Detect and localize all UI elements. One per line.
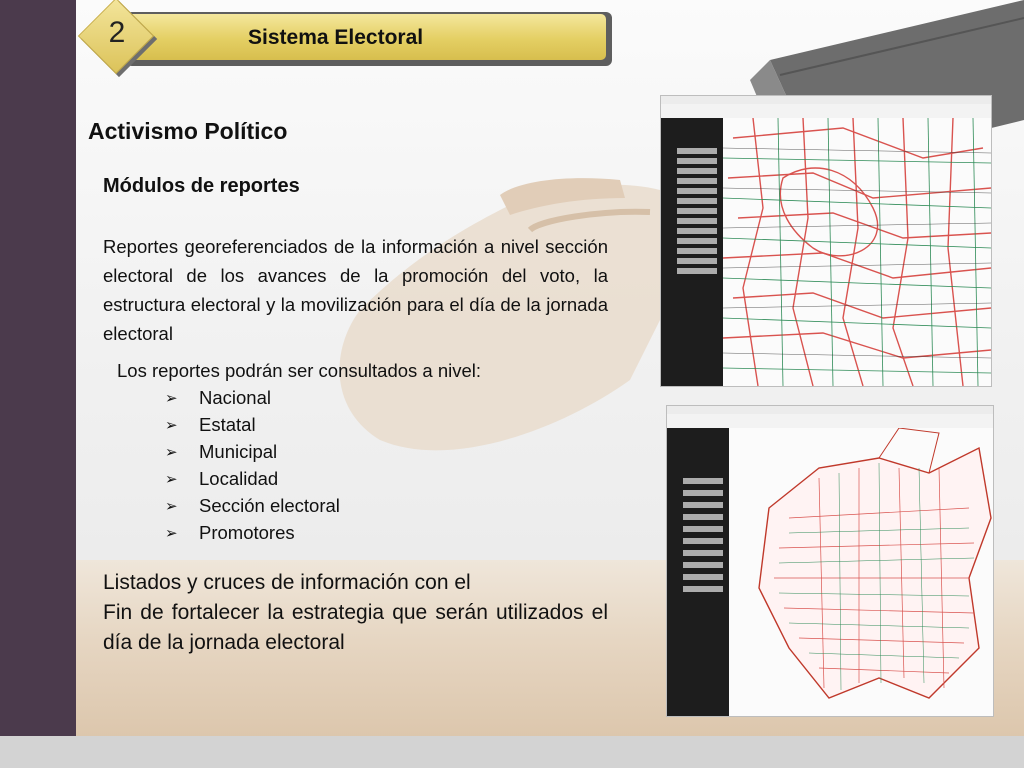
level-label: Localidad	[199, 467, 279, 489]
app-menubar	[661, 96, 991, 104]
map-screenshot-top	[660, 95, 992, 387]
arrow-bullet-icon: ➢	[165, 443, 178, 461]
arrow-bullet-icon: ➢	[165, 389, 178, 407]
arrow-bullet-icon: ➢	[165, 497, 178, 515]
level-label: Municipal	[199, 440, 278, 462]
arrow-bullet-icon: ➢	[165, 470, 178, 488]
street-map-canvas	[723, 118, 991, 386]
closing-text	[103, 568, 608, 658]
list-item	[165, 411, 340, 438]
level-label: Nacional	[199, 386, 271, 408]
app-toolbar	[667, 414, 993, 429]
level-label: Sección electoral	[199, 494, 340, 516]
subtitle: Módulos de reportes	[103, 175, 300, 197]
level-label: Promotores	[199, 521, 295, 543]
map-screenshot-bottom	[666, 405, 994, 717]
layers-panel	[661, 118, 723, 386]
list-item	[165, 492, 340, 519]
slide-number: 2	[108, 16, 126, 49]
levels-list	[165, 384, 340, 546]
app-menubar	[667, 406, 993, 414]
description-paragraph: Reportes georeferenciados de la información a nivel sección electoral de los avances de la promoción del voto, la estructura electoral y la movilización para el día de la jornada electoral	[103, 236, 608, 344]
closing-line-1: Listados y cruces de información con el	[103, 571, 471, 594]
left-sidebar-bar	[0, 0, 76, 736]
level-label: Estatal	[199, 413, 256, 435]
closing-line-2: Fin de fortalecer la estrategia que serán utilizados el día de la jornada electoral	[103, 601, 608, 654]
arrow-bullet-icon: ➢	[165, 524, 178, 542]
arrow-bullet-icon: ➢	[165, 416, 178, 434]
list-item	[165, 465, 340, 492]
list-item	[165, 519, 340, 546]
layers-panel	[667, 428, 729, 716]
app-toolbar	[661, 104, 991, 119]
section-title: Activismo Político	[88, 118, 288, 144]
levels-intro: Los reportes podrán ser consultados a nivel:	[117, 360, 482, 381]
footer-bar	[0, 736, 1024, 768]
section-map-canvas	[729, 428, 993, 716]
list-item	[165, 384, 340, 411]
header-title: Sistema Electoral	[248, 26, 424, 49]
list-item	[165, 438, 340, 465]
